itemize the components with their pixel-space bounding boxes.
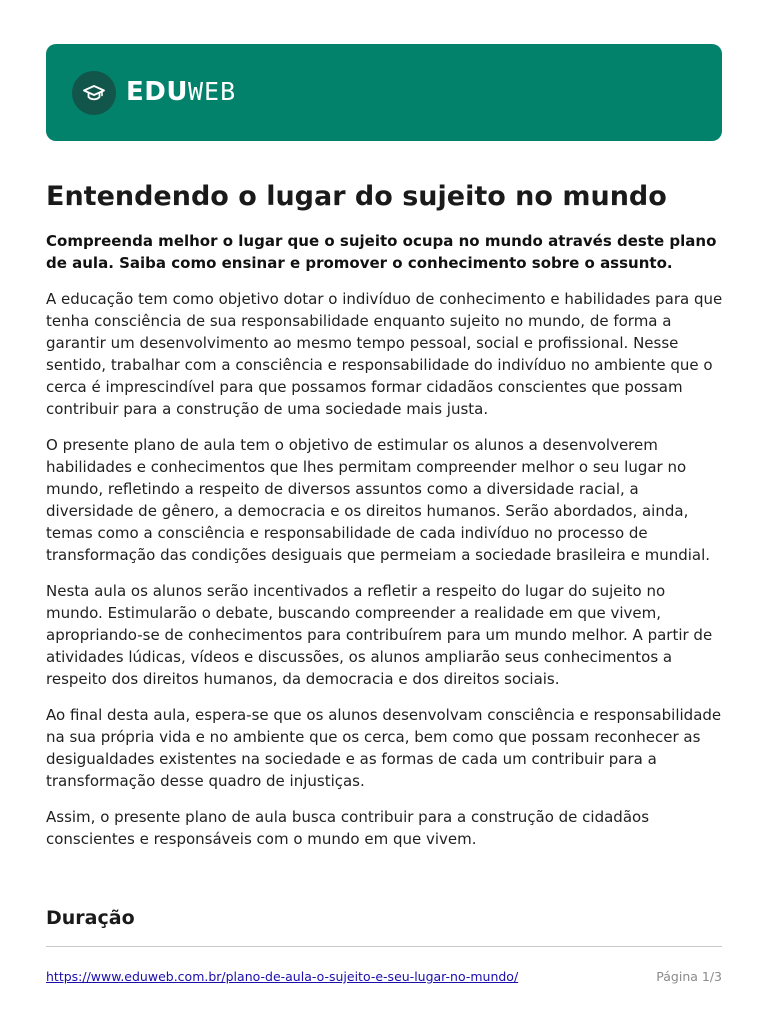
article-body [46,230,726,864]
section-heading-duracao: Duração [46,907,135,929]
graduation-cap-icon [82,81,106,105]
logo-badge [72,71,116,115]
article-lead: Compreenda melhor o lugar que o sujeito ocupa no mundo através deste plano de aula. Saiba como ensinar e promover o conhecimento sobre o assunto. [46,232,717,272]
brand-logo-bold: EDU [126,77,188,107]
brand-logo[interactable] [126,75,236,109]
paragraph-1: A educação tem como objetivo dotar o indivíduo de conhecimento e habilidades para que tenha consciência de sua responsabilidade enquanto sujeito no mundo, de forma a garantir um desenvolvimento ao mesmo tempo pessoal, social e profissional. Nesse sentido, trabalhar com a consciência e responsabilidade do indivíduo no ambiente que o cerca é imprescindível para que possamos formar cidadãos conscientes que possam contribuir para a construção de uma sociedade mais justa. [46,290,723,418]
footer-url-link[interactable]: https://www.eduweb.com.br/plano-de-aula-o-sujeito-e-seu-lugar-no-mundo/ [46,969,519,984]
page-number: Página 1/3 [656,969,722,984]
paragraph-5: Assim, o presente plano de aula busca contribuir para a construção de cidadãos conscientes e responsáveis com o mundo em que vivem. [46,808,650,848]
page-title: Entendendo o lugar do sujeito no mundo [46,181,667,212]
header-banner [46,44,722,141]
paragraph-3: Nesta aula os alunos serão incentivados a refletir a respeito do lugar do sujeito no mundo. Estimularão o debate, buscando compreender a realidade em que vivem, apropriando-se de conhecimentos para contribuírem para um mundo melhor. A partir de atividades lúdicas, vídeos e discussões, os alunos ampliarão seus conhecimentos a respeito dos direitos humanos, da democracia e dos direitos sociais. [46,582,713,688]
paragraph-4: Ao final desta aula, espera-se que os alunos desenvolvam consciência e responsabilidade na sua própria vida e no ambiente que os cerca, bem como que possam reconhecer as desigualdades existentes na sociedade e as formas de cada um contribuir para a transformação desse quadro de injustiças. [46,706,722,790]
paragraph-2: O presente plano de aula tem o objetivo de estimular os alunos a desenvolverem habilidades e conhecimentos que lhes permitam compreender melhor o seu lugar no mundo, refletindo a respeito de diversos assuntos como a diversidade racial, a diversidade de gênero, a democracia e os direitos humanos. Serão abordados, ainda, temas como a consciência e responsabilidade de cada indivíduo no processo de transformação das condições desiguais que permeiam a sociedade brasileira e mundial. [46,436,711,564]
footer-divider [46,946,722,947]
brand-logo-light: WEB [187,77,237,106]
